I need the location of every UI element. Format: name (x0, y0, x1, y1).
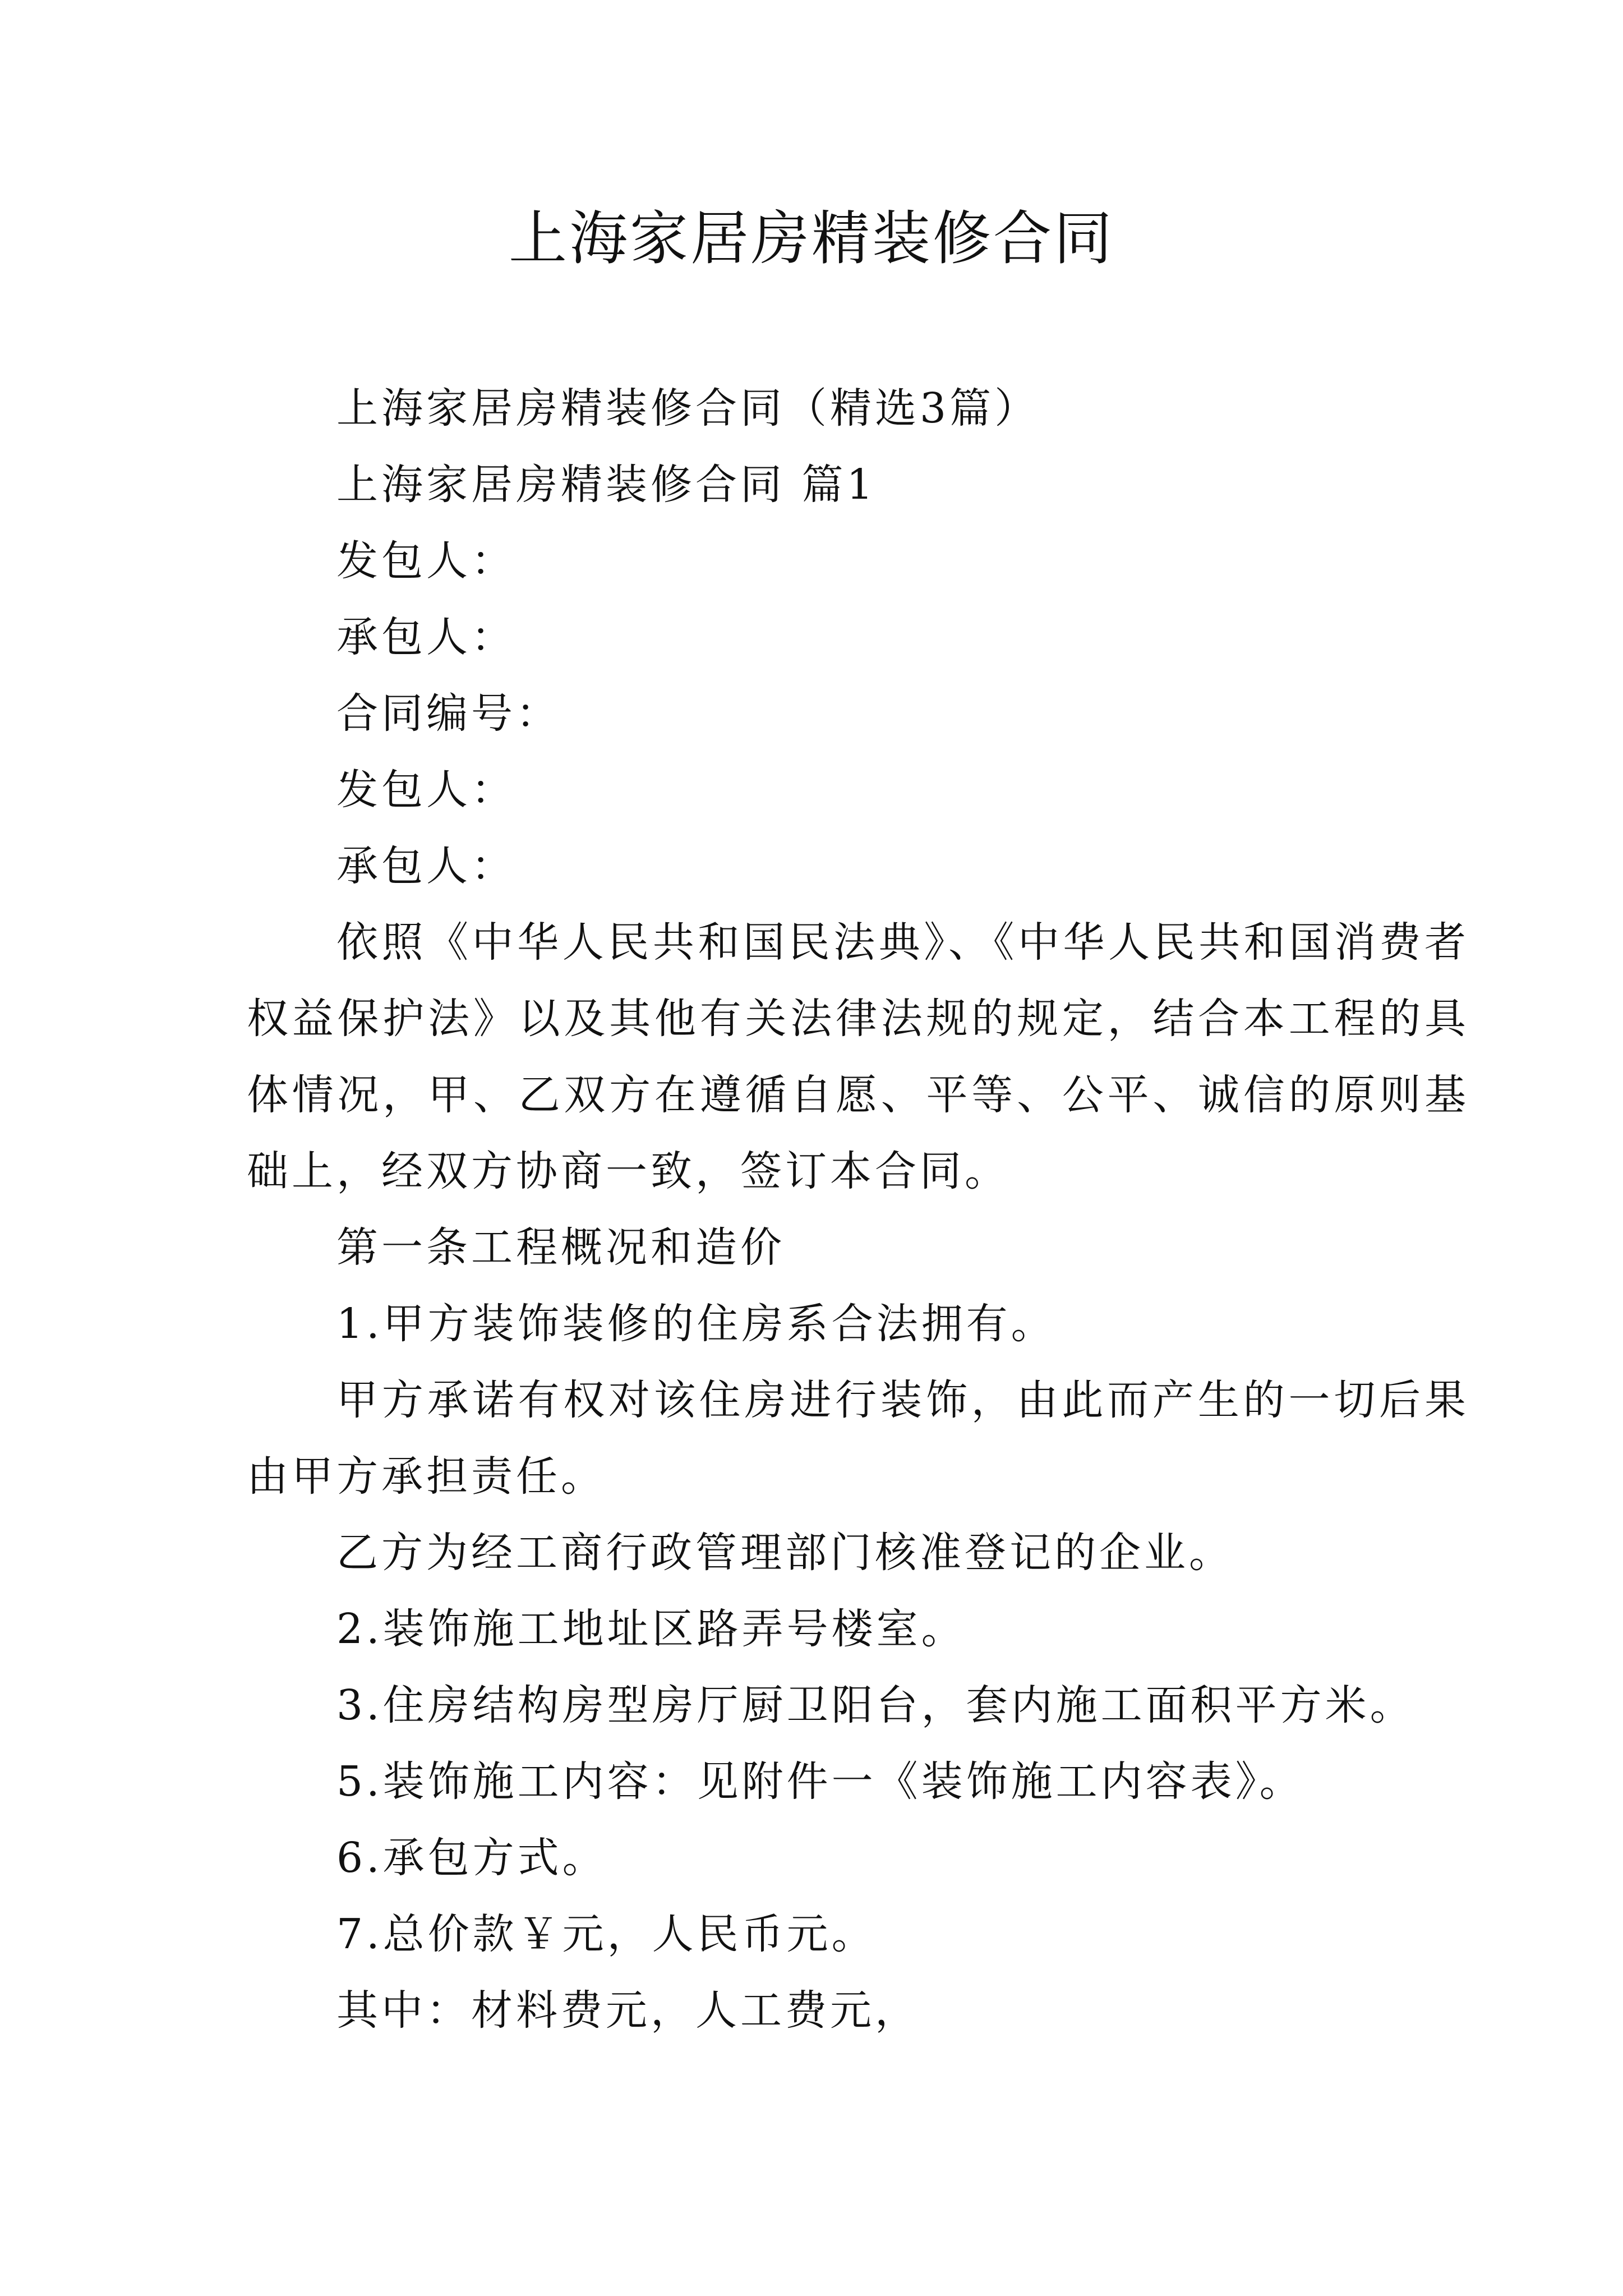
party-a-commitment-paragraph: 甲方承诺有权对该住房进行装饰，由此而产生的一切后果由甲方承担责任。 (247, 1376, 1469, 1501)
cost-breakdown-paragraph: 其中：材料费元，人工费元， (336, 1986, 920, 2035)
clause-5-paragraph: 5.装饰施工内容：见附件一《装饰施工内容表》。 (336, 1757, 1304, 1806)
article-one-heading: 第一条工程概况和造价 (336, 1223, 785, 1272)
party-b-registration-paragraph: 乙方为经工商行政管理部门核准登记的企业。 (336, 1529, 1234, 1577)
contract-number-label: 合同编号： (336, 689, 561, 738)
issuer-label: 发包人： (336, 537, 516, 585)
contractor-label: 承包人： (336, 613, 516, 661)
clause-7-paragraph: 7.总价款￥元，人民币元。 (336, 1910, 877, 1958)
preamble-paragraph: 依照《中华人民共和国民法典》、《中华人民共和国消费者权益保护法》以及其他有关法律法规的规定，结合本工程的具体情况，甲、乙双方在遵循自愿、平等、公平、诚信的原则基础上，经双方协商一致，签订本合同。 (247, 918, 1469, 1195)
document-title: 上海家居房精装修合同 (508, 204, 1114, 273)
clause-6-paragraph: 6.承包方式。 (336, 1834, 607, 1882)
clause-1-paragraph: 1.甲方装饰装修的住房系合法拥有。 (336, 1300, 1056, 1348)
contractor-label-repeat: 承包人： (336, 842, 516, 890)
issuer-label-repeat: 发包人： (336, 766, 516, 814)
document-body (247, 370, 1469, 2049)
clause-3-paragraph: 3.住房结构房型房厅厨卫阳台，套内施工面积平方米。 (336, 1681, 1415, 1729)
clause-2-paragraph: 2.装饰施工地址区路弄号楼室。 (336, 1605, 966, 1653)
subtitle-paragraph: 上海家居房精装修合同（精选3篇） (336, 384, 1040, 432)
section-heading-paragraph: 上海家居房精装修合同 篇1 (336, 461, 877, 509)
